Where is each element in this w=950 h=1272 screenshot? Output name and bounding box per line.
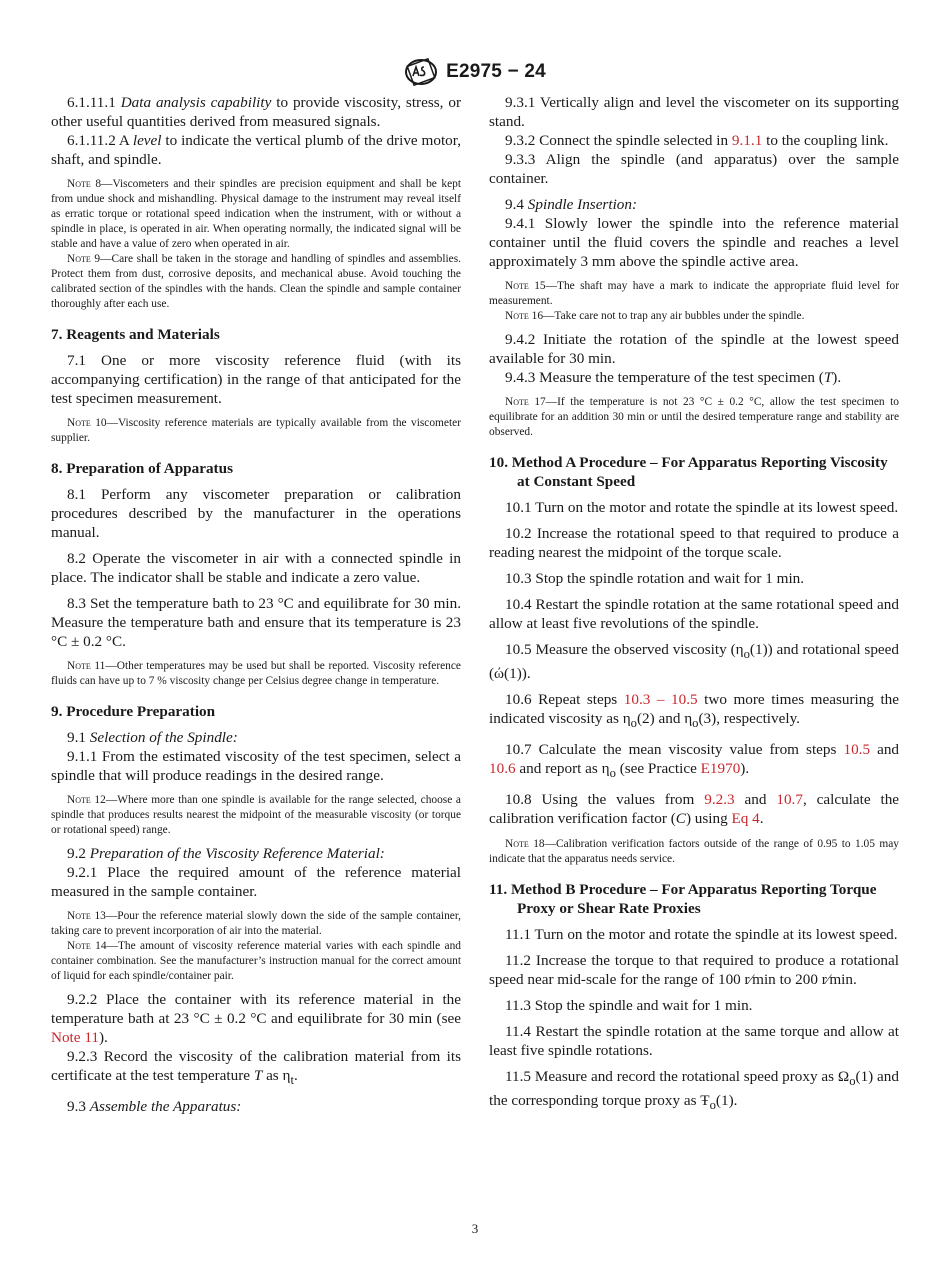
para-10-1: 10.1 Turn on the motor and rotate the spindle at its lowest speed.	[505, 499, 899, 516]
note-13: Note 13—Pour the reference material slowly down the side of the sample container, taking care to prevent incorporation of air into the material.	[51, 910, 462, 937]
para-9-1-1: 9.1.1 From the estimated viscosity of the test specimen, select a spindle that will produce readings in the desired range.	[51, 748, 461, 784]
para-9-3: 9.3 Assemble the Apparatus:	[67, 1098, 242, 1116]
note-8: Note 8—Viscometers and their spindles are precision equipment and shall be kept from undue shock and mishandling. Physical damage to the instrument may reveal itself as erratic torque or rotational speed indication when the instrument, with or without a spindle in place, is operated in air. When operating normally, the indicated signal will be stable and have a value of zero when operated in air.	[51, 178, 461, 250]
para-9-3-1: 9.3.1 Vertically align and level the viscometer on its supporting stand.	[489, 94, 899, 130]
ref-eq-4-link[interactable]: Eq 4	[731, 810, 760, 828]
section-heading-9: 9. Procedure Preparation	[51, 703, 216, 720]
note-16: Note 16—Take care not to trap any air bubbles under the spindle.	[505, 310, 805, 322]
para-8-1: 8.1 Perform any viscometer preparation or calibration procedures described by the manufacturer in the operations manual.	[51, 486, 461, 541]
para-8-3: 8.3 Set the temperature bath to 23 °C and equilibrate for 30 min. Measure the temperature bath and ensure that its temperature is 23 °C ± 0.2 °C.	[51, 595, 461, 650]
para-10-5: 10.5 Measure the observed viscosity $(\eta_o(1))$ and rotational speed (ώ(1)).	[489, 641, 899, 683]
para-10-8: 10.8 Using the values from 9.2.3 and 10.7, calculate the calibration verification factor (C) using Eq 4.	[489, 791, 900, 828]
para-11-2: 11.2 Increase the torque to that required to produce a rotational speed near mid-scale for the range of 100 r⁄min to 200 r⁄min.	[489, 952, 899, 989]
para-6-1-11-2: 6.1.11.2 A level to indicate the vertical plumb of the drive motor, shaft, and spindle.	[51, 132, 462, 168]
para-9-2: 9.2 Preparation of the Viscosity Reference Material:	[67, 845, 385, 862]
ref-9-2-3-link[interactable]: 9.2.3	[704, 791, 735, 809]
para-10-2: 10.2 Increase the rotational speed to that required to produce a reading nearest the midpoint of the torque scale.	[489, 525, 899, 561]
right-column	[489, 93, 899, 1115]
note-10: Note 10—Viscosity reference materials are typically available from the viscometer supplier.	[51, 417, 461, 444]
para-9-2-1: 9.2.1 Place the required amount of the reference material measured in the sample container.	[51, 864, 461, 900]
note-15: Note 15—The shaft may have a mark to indicate the appropriate fluid level for measurement.	[489, 280, 900, 307]
left-column	[51, 93, 461, 1116]
para-8-2: 8.2 Operate the viscometer in air with a connected spindle in place. The indicator shall be stable and indicate a zero value.	[51, 550, 461, 586]
para-11-4: 11.4 Restart the spindle rotation at the same torque and allow at least five spindle rotations.	[489, 1023, 899, 1060]
para-10-7: 10.7 Calculate the mean viscosity value from steps 10.5 and 10.6 and report as $\eta_o$ (see Practice E1970).	[489, 741, 900, 781]
section-heading-10: 10. Method A Procedure – For Apparatus Reporting Viscosity at Constant Speed	[489, 454, 888, 490]
note-12: Note 12—Where more than one spindle is available for the range selected, choose a spindle that produces results nearest the midpoint of the measurable viscosity (or torque or rotational speed) range.	[51, 794, 461, 836]
document-id: E2975 − 24	[446, 61, 546, 82]
ref-10-7-link[interactable]: 10.7	[776, 791, 803, 809]
ref-10-5-link[interactable]: 10.5	[843, 741, 871, 759]
para-9-4: 9.4 Spindle Insertion:	[505, 196, 638, 213]
para-6-1-11-1: 6.1.11.1 Data analysis capability to provide viscosity, stress, or other useful quantities derived from measured signals.	[51, 94, 462, 130]
para-11-3: 11.3 Stop the spindle and wait for 1 min.	[505, 997, 753, 1015]
section-heading-7: 7. Reagents and Materials	[51, 326, 220, 343]
para-10-3: 10.3 Stop the spindle rotation and wait for 1 min.	[505, 570, 805, 587]
para-11-1: 11.1 Turn on the motor and rotate the spindle at its lowest speed.	[505, 926, 898, 944]
page-header	[0, 57, 950, 87]
note-11-link[interactable]: Note 11	[51, 1029, 99, 1046]
note-17: Note 17—If the temperature is not 23 °C ± 0.2 °C, allow the test specimen to equilibrate for an addition 30 min or until the desired temperature range and stability are observed.	[489, 396, 899, 438]
para-9-4-1: 9.4.1 Slowly lower the spindle into the reference material container until the fluid covers the spindle and reaches a level approximately 3 mm above the spindle active area.	[489, 215, 899, 270]
ref-10-6-link[interactable]: 10.6	[489, 760, 516, 778]
note-9: Note 9—Care shall be taken in the storage and handling of spindles and assemblies. Protect them from dust, corrosive deposits, and mechanical abuse. Avoid touching the calibrated section of the spindles with the hands. Clean the spindle and sample container thoroughly after each use.	[51, 253, 461, 310]
para-9-3-2: 9.3.2 Connect the spindle selected in 9.1.1 to the coupling link.	[505, 132, 889, 149]
para-7-1: 7.1 One or more viscosity reference fluid (with its accompanying certification) in the range of that anticipated for the test specimen measurement.	[51, 352, 461, 407]
section-heading-8: 8. Preparation of Apparatus	[51, 460, 233, 477]
para-9-2-3: 9.2.3 Record the viscosity of the calibration material from its certificate at the test temperature T as $\eta_t$.	[51, 1048, 461, 1088]
para-9-2-2: 9.2.2 Place the container with its reference material in the temperature bath at 23 °C ± 0.2 °C and equilibrate for 30 min (see Note 11).	[51, 991, 461, 1046]
page-number: 3	[471, 1221, 479, 1236]
para-9-4-2: 9.4.2 Initiate the rotation of the spindle at the lowest speed available for 30 min.	[489, 331, 899, 367]
para-11-5: 11.5 Measure and record the rotational speed proxy as $\Omega_o(1)$ and the corresponding torque proxy as $Ŧ_o(1)$.	[489, 1068, 899, 1113]
note-14: Note 14—The amount of viscosity reference material varies with each spindle and container combination. See the manufacturer’s instruction manual for the correct amount of liquid for each spindle/container pair.	[51, 940, 462, 982]
ref-e1970-link[interactable]: E1970	[700, 760, 741, 778]
astm-logo-icon	[404, 58, 438, 86]
ref-10-3-10-5-link[interactable]: 10.3 – 10.5	[623, 691, 698, 709]
ref-9-1-1-link[interactable]: 9.1.1	[731, 132, 763, 149]
para-9-3-3: 9.3.3 Align the spindle (and apparatus) over the sample container.	[489, 151, 899, 187]
para-10-6: 10.6 Repeat steps 10.3 – 10.5 two more times measuring the indicated viscosity as $\eta_o(2)$ and $\eta_o(3)$, respectively.	[489, 691, 900, 731]
note-18: Note 18—Calibration verification factors outside of the range of 0.95 to 1.05 may indicate that the apparatus needs service.	[489, 838, 899, 866]
para-10-4: 10.4 Restart the spindle rotation at the same rotational speed and allow at least five revolutions of the spindle.	[489, 596, 899, 632]
para-9-1: 9.1 Selection of the Spindle:	[67, 729, 238, 746]
note-11: Note 11—Other temperatures may be used but shall be reported. Viscosity reference fluids can have up to 7 % viscosity change per Celsius degree change in temperature.	[51, 660, 461, 687]
section-heading-11: 11. Method B Procedure – For Apparatus Reporting Torque Proxy or Shear Rate Proxies	[489, 881, 877, 918]
para-9-4-3: 9.4.3 Measure the temperature of the test specimen (T).	[505, 369, 842, 386]
